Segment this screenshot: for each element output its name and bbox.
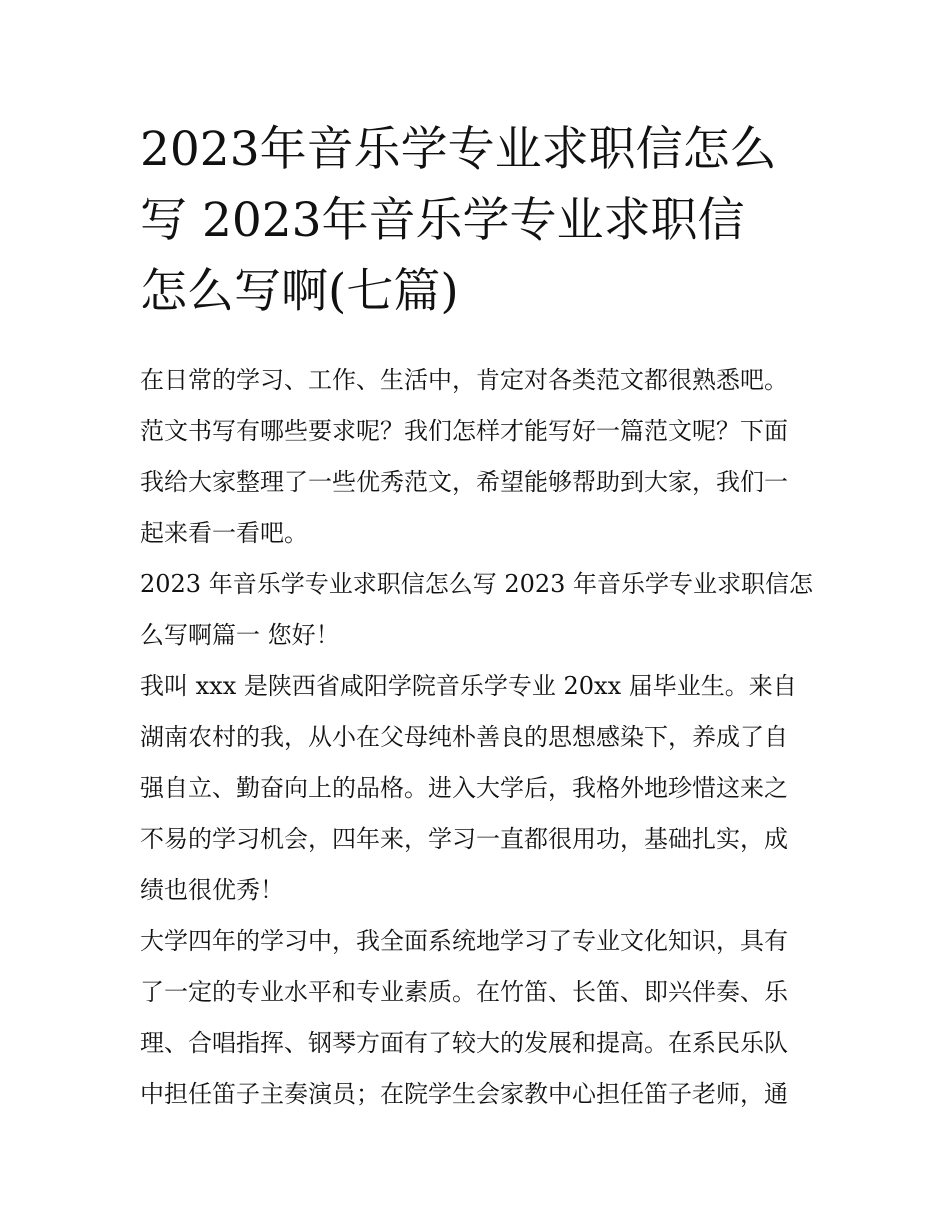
body-text-line: 湖南农村的我，从小在父母纯朴善良的思想感染下，养成了自 [140, 723, 788, 751]
body-text-line: 理、合唱指挥、钢琴方面有了较大的发展和提高。在系民乐队 [140, 1029, 788, 1057]
body-text-line: 范文书写有哪些要求呢？我们怎样才能写好一篇范文呢？下面 [140, 417, 788, 445]
body-text-line: 不易的学习机会，四年来，学习一直都很用功，基础扎实，成 [140, 825, 788, 853]
body-text-line: 2023 年音乐学专业求职信怎么写 2023 年音乐学专业求职信怎 [140, 570, 814, 598]
body-text-line: 强自立、勤奋向上的品格。进入大学后，我格外地珍惜这来之 [140, 774, 788, 802]
document-title [140, 114, 820, 327]
title-line: 写 2023年音乐学专业求职信 [140, 193, 745, 248]
body-text-line: 大学四年的学习中，我全面系统地学习了专业文化知识，具有 [140, 927, 788, 955]
body-text-line: 了一定的专业水平和专业素质。在竹笛、长笛、即兴伴奏、乐 [140, 978, 788, 1006]
body-text-line: 起来看一看吧。 [140, 519, 308, 547]
body-text-line: 么写啊篇一 您好！ [140, 621, 340, 649]
body-text-line: 我叫 xxx 是陕西省咸阳学院音乐学专业 20xx 届毕业生。来自 [140, 672, 797, 700]
body-text-line: 绩也很优秀！ [140, 876, 284, 904]
document-body [140, 355, 820, 1120]
title-line: 怎么写啊(七篇) [140, 264, 459, 319]
title-line: 2023年音乐学专业求职信怎么 [140, 122, 777, 177]
body-text-line: 中担任笛子主奏演员；在院学生会家教中心担任笛子老师，通 [140, 1080, 788, 1108]
body-text-line: 在日常的学习、工作、生活中，肯定对各类范文都很熟悉吧。 [140, 366, 788, 394]
body-text-line: 我给大家整理了一些优秀范文，希望能够帮助到大家，我们一 [140, 468, 788, 496]
